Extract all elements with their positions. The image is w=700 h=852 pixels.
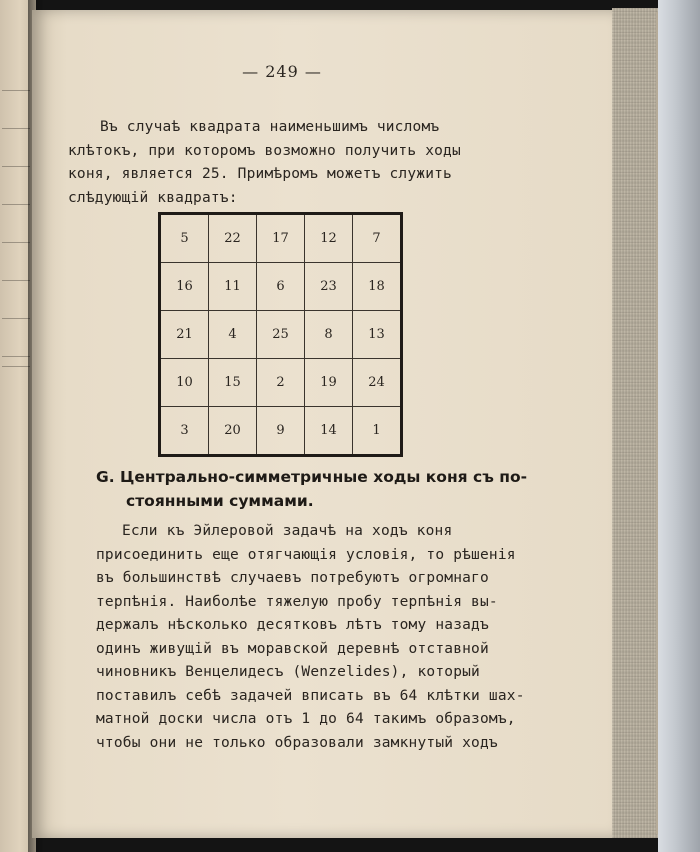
text-line: клѣтокъ, при которомъ возможно получить ходы <box>68 142 461 159</box>
book-cover <box>658 0 700 852</box>
square-cell: 4 <box>209 311 257 359</box>
square-row <box>160 214 402 263</box>
square-cell: 20 <box>209 407 257 456</box>
text-line: присоединить еще отягчающія условія, то рѣшенія <box>96 546 516 563</box>
heading-line: стоянными суммами. <box>126 492 314 510</box>
square-row <box>160 407 402 456</box>
intro-paragraph <box>68 116 461 210</box>
square-cell: 14 <box>305 407 353 456</box>
square-cell: 10 <box>160 359 209 407</box>
square-cell: 23 <box>305 263 353 311</box>
body-paragraph <box>98 520 525 755</box>
square-cell: 7 <box>353 214 402 263</box>
square-cell: 24 <box>353 359 402 407</box>
text-line: чиновникъ Венцелидесъ (Wenzelides), который <box>96 664 480 680</box>
square-row <box>160 311 402 359</box>
square-cell: 5 <box>160 214 209 263</box>
square-row <box>160 359 402 407</box>
text-line: коня, является 25. Примѣромъ можетъ служить <box>68 166 452 182</box>
square-cell: 25 <box>257 311 305 359</box>
text-line: въ большинствѣ случаевъ потребуютъ огромнаго <box>96 570 489 586</box>
square-cell: 9 <box>257 407 305 456</box>
text-line: поставилъ себѣ задачей вписать въ 64 клѣтки шах- <box>96 687 525 704</box>
knight-move-square <box>158 212 403 457</box>
text-line: слѣдующій квадратъ: <box>68 189 238 206</box>
square-cell: 1 <box>353 407 402 456</box>
square-cell: 22 <box>209 214 257 263</box>
square-cell: 15 <box>209 359 257 407</box>
page-edge-texture <box>612 8 662 838</box>
heading-line: G. Центрально-симметричные ходы коня съ по- <box>96 468 528 486</box>
text-line: матной доски числа отъ 1 до 64 такимъ образомъ, <box>96 711 516 727</box>
text-line: Если къ Эйлеровой задачѣ на ходъ коня <box>122 523 453 539</box>
square-cell: 6 <box>257 263 305 311</box>
text-line: Въ случаѣ квадрата наименьшимъ числомъ <box>100 119 440 135</box>
text-line: держалъ нѣсколько десятковъ лѣтъ тому назадъ <box>96 617 489 633</box>
square-cell: 12 <box>305 214 353 263</box>
square-cell: 8 <box>305 311 353 359</box>
square-cell: 16 <box>160 263 209 311</box>
square-cell: 19 <box>305 359 353 407</box>
page-number: — 249 — <box>242 62 322 81</box>
square-cell: 3 <box>160 407 209 456</box>
text-line: одинъ живущій въ моравской деревнѣ отставной <box>96 640 489 657</box>
section-heading <box>96 465 527 513</box>
square-cell: 13 <box>353 311 402 359</box>
square-cell: 11 <box>209 263 257 311</box>
text-line: чтобы они не только образовали замкнутый ходъ <box>96 734 498 751</box>
square-cell: 17 <box>257 214 305 263</box>
square-cell: 18 <box>353 263 402 311</box>
square-cell: 2 <box>257 359 305 407</box>
square-cell: 21 <box>160 311 209 359</box>
text-line: терпѣнія. Наиболѣе тяжелую пробу терпѣнія вы- <box>96 593 498 610</box>
square-row <box>160 263 402 311</box>
